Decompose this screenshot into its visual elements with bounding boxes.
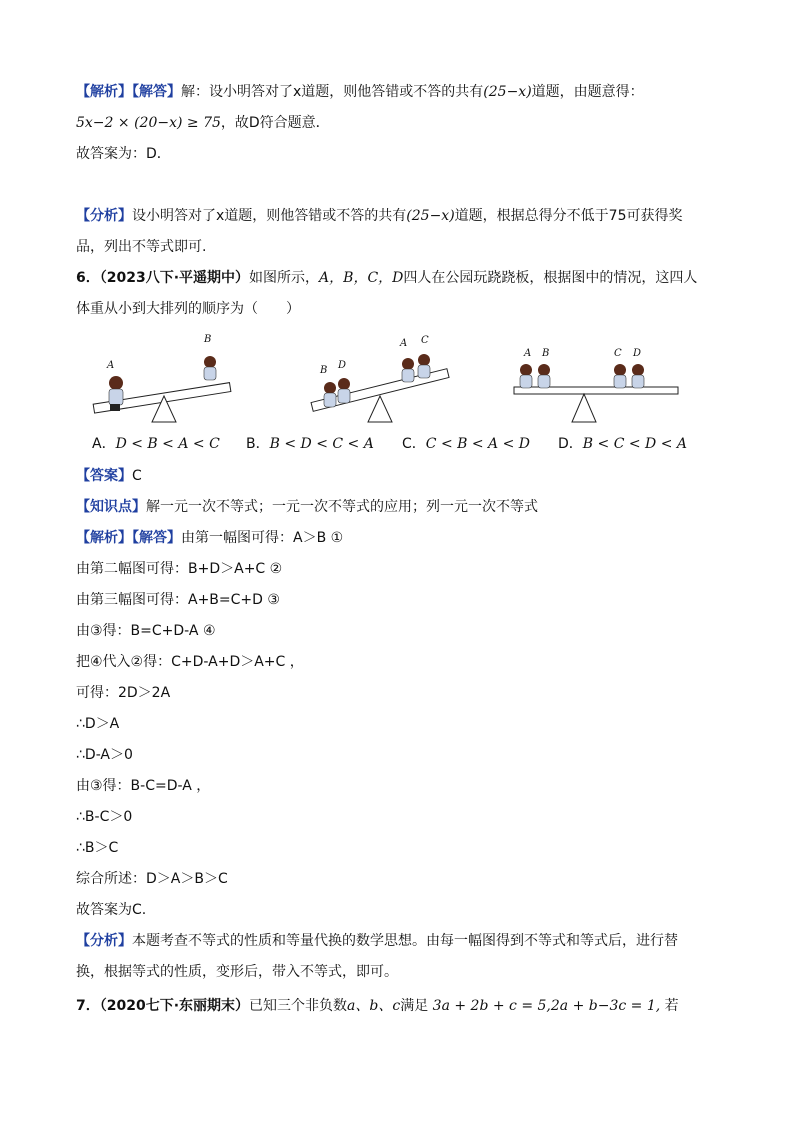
seesaw-figure-2: [308, 326, 458, 421]
q5-inequality-line: 5x−2 × (20−x) ≥ 75，故D符合题意．: [76, 115, 330, 131]
person-b-icon: [538, 364, 550, 388]
seesaw-figure-1: [88, 326, 238, 421]
svg-text:B: B: [320, 365, 328, 376]
q6-analysis-line1: 【分析】本题考查不等式的性质和等量代换的数学思想。由每一幅图得到不等式和等式后，进行替: [76, 933, 678, 949]
q6-knowledge-line: 【知识点】解一元一次不等式；一元一次不等式的应用；列一元一次不等式: [76, 499, 538, 515]
q5-inequality: 5x−2 × (20−x) ≥ 75: [76, 115, 221, 131]
person-b-icon: [324, 382, 336, 407]
q5-solution-line1: 【解析】【解答】解：设小明答对了x道题，则他答错或不答的共有(25−x)道题，由题意得：: [76, 84, 644, 100]
q6-solution-step: 故答案为C.: [76, 902, 147, 918]
q6-solution-step: 【解析】【解答】由第一幅图可得：A＞B ①: [76, 530, 344, 546]
person-d-icon: [338, 378, 350, 403]
q6-stem-line2: 体重从小到大排列的顺序为（ ）: [76, 301, 300, 317]
svg-text:D: D: [633, 348, 642, 359]
q5-analysis-line1: 【分析】设小明答对了x道题，则他答错或不答的共有(25−x)道题，根据总得分不低于75可获得奖: [76, 208, 683, 224]
person-c-icon: [418, 354, 430, 378]
q7-source: （2020七下·东丽期末）: [99, 998, 250, 1014]
q6-answer: C: [132, 468, 142, 484]
person-a-icon: [402, 358, 414, 382]
seesaw-figure-3: [512, 326, 682, 421]
person-b-icon: [204, 356, 216, 380]
svg-text:C: C: [614, 348, 622, 359]
q6-solution-step: ∴D-A＞0: [76, 747, 133, 763]
q6-solution-step: 由第二幅图可得：B+D＞A+C ②: [76, 561, 283, 577]
q6-solution-step: 综合所述：D＞A＞B＞C: [76, 871, 228, 887]
q6-number: 6．: [76, 270, 100, 286]
q6-solution-step: ∴B-C＞0: [76, 809, 133, 825]
q6-solution-step: 由第三幅图可得：A+B=C+D ③: [76, 592, 280, 608]
q6-solution-step: ∴D＞A: [76, 716, 120, 732]
option-a[interactable]: A．D < B < A < C: [92, 436, 220, 452]
person-d-icon: [632, 364, 644, 388]
option-d[interactable]: D．B < C < D < A: [558, 436, 688, 452]
person-a-icon: [520, 364, 532, 388]
svg-text:B: B: [542, 348, 550, 359]
q6-stem-line1: 6．（2023八下·平遥期中）如图所示，A，B，C，D四人在公园玩跷跷板，根据图中的情况，这四人: [76, 270, 698, 286]
option-b[interactable]: B．B < D < C < A: [246, 436, 374, 452]
person-c-icon: [614, 364, 626, 388]
q6-solution-step: 由③得：B=C+D-A ④: [76, 623, 216, 639]
q6-source: （2023八下·平遥期中）: [99, 270, 250, 286]
q7-stem-line1: 7．（2020七下·东丽期末）已知三个非负数a、b、c满足 3a + 2b + c = 5,2a + b−3c = 1, 若: [76, 998, 679, 1014]
tag-jiexi: 【解析】: [76, 84, 132, 100]
figure1-label-left: A: [107, 360, 115, 371]
q5-analysis-line2: 品，列出不等式即可.: [76, 239, 207, 255]
q6-solution-step: 把④代入②得：C+D-A+D＞A+C ，: [76, 654, 304, 670]
svg-text:C: C: [421, 335, 429, 346]
q6-solution-step: ∴B＞C: [76, 840, 119, 856]
svg-text:D: D: [338, 360, 347, 371]
option-c[interactable]: C．C < B < A < D: [402, 436, 531, 452]
q7-number: 7．: [76, 998, 100, 1014]
tag-jieda: 【解答】: [132, 84, 181, 100]
q6-answer-line: 【答案】C: [76, 468, 142, 484]
svg-text:A: A: [524, 348, 532, 359]
q5-answer-line: 故答案为：D．: [76, 146, 171, 162]
q6-solution-step: 由③得：B-C=D-A ，: [76, 778, 211, 794]
q6-solution-step: 可得：2D＞2A: [76, 685, 171, 701]
q6-analysis-line2: 换，根据等式的性质，变形后，带入不等式，即可。: [76, 964, 398, 980]
svg-text:A: A: [400, 338, 408, 349]
figure1-label-right: B: [204, 334, 212, 345]
